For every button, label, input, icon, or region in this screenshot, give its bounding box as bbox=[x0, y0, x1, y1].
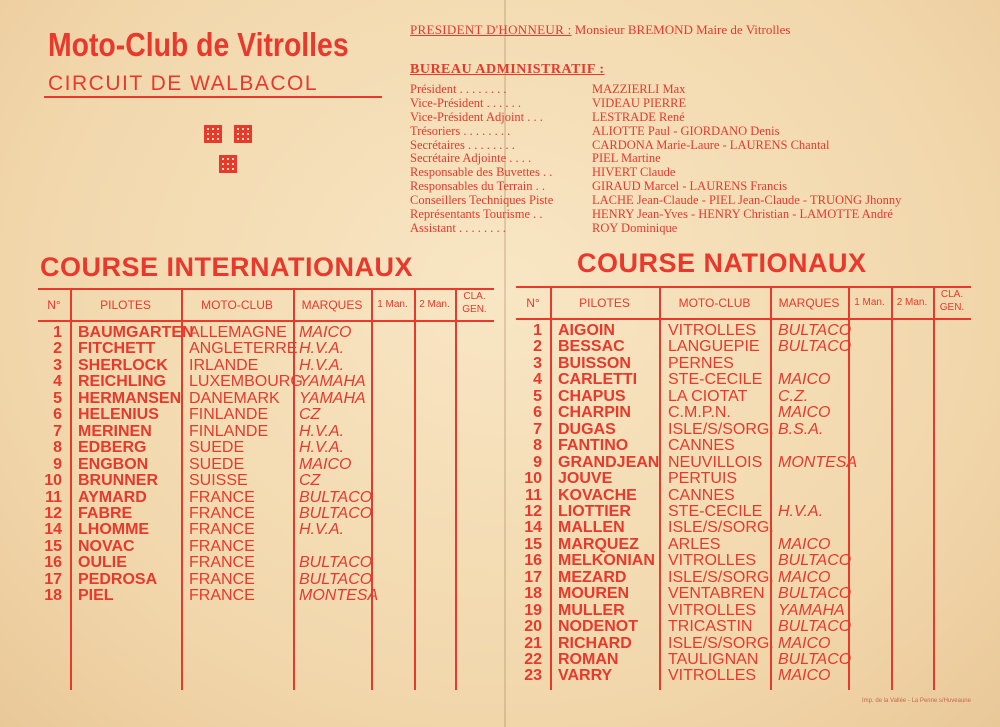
row-moto-club: LA CIOTAT bbox=[668, 387, 748, 405]
row-marque: BULTACO bbox=[299, 570, 373, 588]
row-pilote: MERINEN bbox=[78, 422, 152, 440]
row-pilote: BRUNNER bbox=[78, 472, 158, 490]
club-logo-icon bbox=[204, 125, 222, 143]
row-marque: MAICO bbox=[778, 667, 831, 685]
bureau-name: HENRY Jean-Yves - HENRY Christian - LAMOTTE André bbox=[592, 207, 893, 222]
row-number: 18 bbox=[524, 585, 542, 603]
column-divider bbox=[70, 288, 72, 690]
row-moto-club: IRLANDE bbox=[189, 356, 259, 374]
row-number: 20 bbox=[524, 618, 542, 636]
row-number: 9 bbox=[533, 453, 542, 471]
row-pilote: EDBERG bbox=[78, 439, 147, 457]
column-divider bbox=[550, 286, 552, 690]
circuit-title: CIRCUIT DE WALBACOL bbox=[48, 72, 319, 95]
honneur-label: PRESIDENT D'HONNEUR : bbox=[410, 22, 572, 37]
col-head-man2: 2 Man. bbox=[896, 297, 928, 308]
row-pilote: AIGOIN bbox=[558, 322, 615, 339]
row-marque: BULTACO bbox=[299, 554, 373, 572]
row-moto-club: CANNES bbox=[668, 486, 735, 504]
row-moto-club: DANEMARK bbox=[189, 389, 280, 407]
row-moto-club: VITROLLES bbox=[668, 601, 757, 619]
row-moto-club: ISLE/S/SORG. bbox=[668, 420, 774, 438]
row-pilote: HERMANSEN bbox=[78, 389, 182, 407]
row-moto-club: SUEDE bbox=[189, 439, 245, 457]
row-moto-club: FRANCE bbox=[189, 488, 255, 506]
row-marque: MAICO bbox=[299, 324, 352, 341]
row-pilote: BESSAC bbox=[558, 338, 625, 356]
row-moto-club: ARLES bbox=[668, 535, 721, 553]
row-pilote: OULIE bbox=[78, 554, 127, 572]
row-number: 4 bbox=[533, 371, 542, 389]
bureau-role: Président . . . . . . . . bbox=[410, 82, 507, 96]
row-pilote: FANTINO bbox=[558, 437, 629, 455]
row-pilote: NOVAC bbox=[78, 537, 135, 555]
col-head-gen: GEN. bbox=[939, 302, 965, 313]
row-moto-club: FRANCE bbox=[189, 504, 255, 522]
row-moto-club: FRANCE bbox=[189, 521, 255, 539]
row-number: 7 bbox=[533, 420, 542, 438]
row-pilote: GRANDJEAN bbox=[558, 453, 660, 471]
col-head-man1: 1 Man. bbox=[377, 299, 408, 310]
row-marque: YAMAHA bbox=[778, 601, 845, 619]
row-number: 16 bbox=[524, 552, 542, 570]
international-title: COURSE INTERNATIONAUX bbox=[40, 252, 414, 282]
row-moto-club: FINLANDE bbox=[189, 406, 269, 424]
row-number: 14 bbox=[524, 519, 542, 537]
row-moto-club: FRANCE bbox=[189, 537, 255, 555]
row-number: 23 bbox=[524, 667, 542, 685]
row-pilote: LIOTTIER bbox=[558, 502, 631, 520]
row-pilote: SHERLOCK bbox=[78, 356, 168, 374]
row-pilote: ENGBON bbox=[78, 455, 149, 473]
row-marque: YAMAHA bbox=[299, 373, 366, 391]
row-moto-club: FINLANDE bbox=[189, 422, 269, 440]
row-marque: MAICO bbox=[778, 404, 831, 422]
row-pilote: MALLEN bbox=[558, 519, 625, 537]
bureau-name: LACHE Jean-Claude - PIEL Jean-Claude - TRUONG Jhonny bbox=[592, 193, 902, 208]
row-pilote: JOUVE bbox=[558, 470, 613, 488]
row-marque: H.V.A. bbox=[778, 502, 824, 520]
row-pilote: BAUMGARTEN bbox=[78, 324, 194, 341]
column-divider bbox=[659, 286, 661, 690]
row-marque: C.Z. bbox=[778, 387, 809, 405]
row-pilote: NODENOT bbox=[558, 618, 638, 636]
title-rule bbox=[44, 96, 382, 98]
column-divider bbox=[933, 286, 935, 690]
row-number: 6 bbox=[53, 406, 62, 424]
printer-credit: Imp. de la Vallée - La Penne s/Huveaune bbox=[862, 698, 971, 704]
column-divider bbox=[891, 286, 893, 690]
row-marque: BULTACO bbox=[778, 552, 852, 570]
row-number: 16 bbox=[44, 554, 62, 572]
bureau-name: VIDEAU PIERRE bbox=[592, 95, 687, 110]
col-head-club: MOTO-CLUB bbox=[678, 296, 751, 310]
row-number: 3 bbox=[53, 356, 62, 374]
club-logo-icon bbox=[234, 125, 252, 143]
row-pilote: MARQUEZ bbox=[558, 535, 639, 553]
row-pilote: KOVACHE bbox=[558, 486, 637, 504]
bureau-role: Représentants Tourisme . . bbox=[410, 207, 543, 222]
row-marque: H.V.A. bbox=[299, 340, 345, 358]
row-moto-club: CANNES bbox=[668, 437, 735, 455]
row-number: 10 bbox=[44, 472, 62, 490]
row-pilote: CHARPIN bbox=[558, 404, 631, 422]
row-moto-club: ISLE/S/SORG. bbox=[668, 519, 774, 537]
col-head-gen: GEN. bbox=[462, 304, 487, 315]
row-number: 9 bbox=[53, 455, 62, 473]
col-head-marques: MARQUES bbox=[778, 296, 840, 310]
row-moto-club: C.M.P.N. bbox=[668, 404, 731, 422]
bureau-role: Secrétaires . . . . . . . . bbox=[410, 137, 515, 152]
row-pilote: ROMAN bbox=[558, 651, 619, 668]
club-logo-icon bbox=[219, 155, 237, 173]
row-number: 17 bbox=[44, 570, 62, 588]
row-marque: MONTESA bbox=[778, 453, 858, 471]
row-marque: BULTACO bbox=[299, 504, 373, 522]
bureau-role: Secrétaire Adjointe . . . . bbox=[410, 151, 532, 166]
table-header-rule bbox=[38, 320, 494, 322]
row-moto-club: TAULIGNAN bbox=[668, 651, 759, 668]
table-top-rule bbox=[516, 286, 971, 288]
row-marque: H.V.A. bbox=[299, 422, 345, 440]
bureau-role: Trésoriers . . . . . . . . bbox=[410, 123, 511, 138]
bureau-role: Vice-Président . . . . . . bbox=[410, 95, 522, 110]
row-moto-club: ISLE/S/SORG. bbox=[668, 634, 774, 652]
row-marque: H.V.A. bbox=[299, 356, 345, 374]
row-moto-club: FRANCE bbox=[189, 587, 255, 605]
row-number: 1 bbox=[53, 324, 62, 341]
row-moto-club: VITROLLES bbox=[668, 667, 757, 685]
row-pilote: MULLER bbox=[558, 601, 625, 619]
row-marque: B.S.A. bbox=[778, 420, 824, 438]
row-pilote: PIEL bbox=[78, 587, 114, 605]
row-marque: BULTACO bbox=[778, 338, 852, 356]
column-divider bbox=[181, 288, 183, 690]
row-number: 11 bbox=[45, 488, 62, 506]
bureau-name: LESTRADE René bbox=[592, 109, 685, 124]
row-pilote: HELENIUS bbox=[78, 406, 159, 424]
row-moto-club: SUISSE bbox=[189, 472, 248, 490]
row-moto-club: ALLEMAGNE bbox=[189, 324, 287, 341]
table-header-rule bbox=[516, 318, 971, 320]
row-moto-club: PERNES bbox=[668, 354, 734, 372]
row-number: 11 bbox=[525, 486, 542, 504]
col-head-man1: 1 Man. bbox=[854, 297, 885, 308]
bureau-name: GIRAUD Marcel - LAURENS Francis bbox=[592, 179, 788, 194]
bureau-role: Responsables du Terrain . . bbox=[410, 179, 545, 194]
col-head-club: MOTO-CLUB bbox=[201, 298, 273, 312]
bureau-name: ROY Dominique bbox=[592, 220, 678, 235]
row-moto-club: ANGLETERRE bbox=[189, 340, 298, 358]
row-marque: YAMAHA bbox=[299, 389, 366, 407]
col-head-pilotes: PILOTES bbox=[100, 298, 151, 312]
row-moto-club: STE-CECILE bbox=[668, 502, 763, 520]
row-number: 14 bbox=[44, 521, 62, 539]
row-number: 4 bbox=[53, 373, 62, 391]
bureau-name: HIVERT Claude bbox=[592, 165, 676, 180]
row-moto-club: FRANCE bbox=[189, 570, 255, 588]
row-number: 8 bbox=[53, 439, 62, 457]
row-pilote: BUISSON bbox=[558, 354, 631, 372]
row-number: 5 bbox=[533, 387, 542, 405]
row-marque: CZ bbox=[299, 472, 321, 490]
president-honneur bbox=[410, 22, 790, 38]
row-number: 8 bbox=[533, 437, 542, 455]
row-marque: MAICO bbox=[778, 535, 831, 553]
row-pilote: VARRY bbox=[558, 667, 613, 685]
row-pilote: FITCHETT bbox=[78, 340, 156, 358]
row-marque: H.V.A. bbox=[299, 439, 345, 457]
col-head-num: N° bbox=[526, 296, 540, 310]
col-head-pilotes: PILOTES bbox=[579, 296, 630, 310]
honneur-value: Monsieur BREMOND Maire de Vitrolles bbox=[574, 22, 791, 37]
row-pilote: CHAPUS bbox=[558, 387, 626, 405]
row-moto-club: NEUVILLOIS bbox=[668, 453, 763, 471]
table-top-rule bbox=[38, 288, 494, 290]
row-number: 3 bbox=[533, 354, 542, 372]
row-number: 5 bbox=[53, 389, 62, 407]
row-marque: CZ bbox=[299, 406, 321, 424]
row-marque: BULTACO bbox=[778, 618, 852, 636]
row-moto-club: LANGUEPIE bbox=[668, 338, 760, 356]
column-divider bbox=[455, 288, 457, 690]
row-pilote: MOUREN bbox=[558, 585, 630, 603]
row-moto-club: PERTUIS bbox=[668, 470, 738, 488]
row-marque: BULTACO bbox=[778, 322, 852, 339]
row-number: 21 bbox=[524, 634, 542, 652]
col-head-man2: 2 Man. bbox=[419, 299, 450, 310]
row-number: 19 bbox=[524, 601, 542, 619]
row-number: 2 bbox=[53, 340, 62, 358]
row-marque: BULTACO bbox=[299, 488, 373, 506]
row-moto-club: TRICASTIN bbox=[668, 618, 753, 636]
row-moto-club: STE-CECILE bbox=[668, 371, 763, 389]
bureau-name: MAZZIERLI Max bbox=[592, 82, 686, 96]
row-number: 12 bbox=[44, 504, 62, 522]
row-marque: MAICO bbox=[778, 371, 831, 389]
bureau-role: Vice-Président Adjoint . . . bbox=[410, 109, 543, 124]
row-pilote: RICHARD bbox=[558, 634, 632, 652]
bureau-name: PIEL Martine bbox=[592, 151, 661, 166]
row-pilote: MEZARD bbox=[558, 568, 627, 586]
club-title: Moto-Club de Vitrolles bbox=[48, 26, 349, 63]
column-divider bbox=[414, 288, 416, 690]
row-pilote: MELKONIAN bbox=[558, 552, 655, 570]
row-number: 18 bbox=[44, 587, 62, 605]
row-pilote: PEDROSA bbox=[78, 570, 158, 588]
column-divider bbox=[770, 286, 772, 690]
row-number: 17 bbox=[524, 568, 542, 586]
row-number: 2 bbox=[533, 338, 542, 356]
row-pilote: AYMARD bbox=[78, 488, 147, 506]
bureau-role: Responsable des Buvettes . . bbox=[410, 165, 553, 180]
row-number: 12 bbox=[524, 502, 542, 520]
row-marque: BULTACO bbox=[778, 651, 852, 668]
bureau-name: ALIOTTE Paul - GIORDANO Denis bbox=[592, 123, 780, 138]
row-pilote: REICHLING bbox=[78, 373, 166, 391]
col-head-cla: CLA. bbox=[463, 291, 486, 302]
national-title: COURSE NATIONAUX bbox=[577, 248, 867, 278]
row-pilote: LHOMME bbox=[78, 521, 150, 539]
row-moto-club: VITROLLES bbox=[668, 322, 757, 339]
row-moto-club: VENTABREN bbox=[668, 585, 765, 603]
row-pilote: CARLETTI bbox=[558, 371, 638, 389]
row-moto-club: SUEDE bbox=[189, 455, 245, 473]
bureau-role: Conseillers Techniques Piste bbox=[410, 193, 554, 208]
row-marque: MAICO bbox=[778, 568, 831, 586]
row-marque: MAICO bbox=[778, 634, 831, 652]
row-marque: MONTESA bbox=[299, 587, 379, 605]
row-moto-club: VITROLLES bbox=[668, 552, 757, 570]
row-pilote: DUGAS bbox=[558, 420, 616, 438]
row-number: 10 bbox=[524, 470, 542, 488]
col-head-cla: CLA. bbox=[940, 289, 964, 300]
bureau-heading: BUREAU ADMINISTRATIF : bbox=[410, 62, 605, 77]
col-head-marques: MARQUES bbox=[301, 298, 363, 312]
col-head-num: N° bbox=[47, 298, 61, 312]
row-marque: H.V.A. bbox=[299, 521, 345, 539]
bureau-role: Assistant . . . . . . . . bbox=[410, 220, 506, 235]
row-pilote: FABRE bbox=[78, 504, 133, 522]
row-moto-club: ISLE/S/SORG. bbox=[668, 568, 774, 586]
row-number: 6 bbox=[533, 404, 542, 422]
row-number: 15 bbox=[44, 537, 62, 555]
row-moto-club: LUXEMBOURG bbox=[189, 373, 303, 391]
row-number: 15 bbox=[524, 535, 542, 553]
row-moto-club: FRANCE bbox=[189, 554, 255, 572]
row-marque: BULTACO bbox=[778, 585, 852, 603]
row-number: 22 bbox=[524, 651, 542, 668]
row-number: 7 bbox=[53, 422, 62, 440]
bureau-name: CARDONA Marie-Laure - LAURENS Chantal bbox=[592, 137, 830, 152]
row-number: 1 bbox=[533, 322, 542, 339]
row-marque: MAICO bbox=[299, 455, 352, 473]
